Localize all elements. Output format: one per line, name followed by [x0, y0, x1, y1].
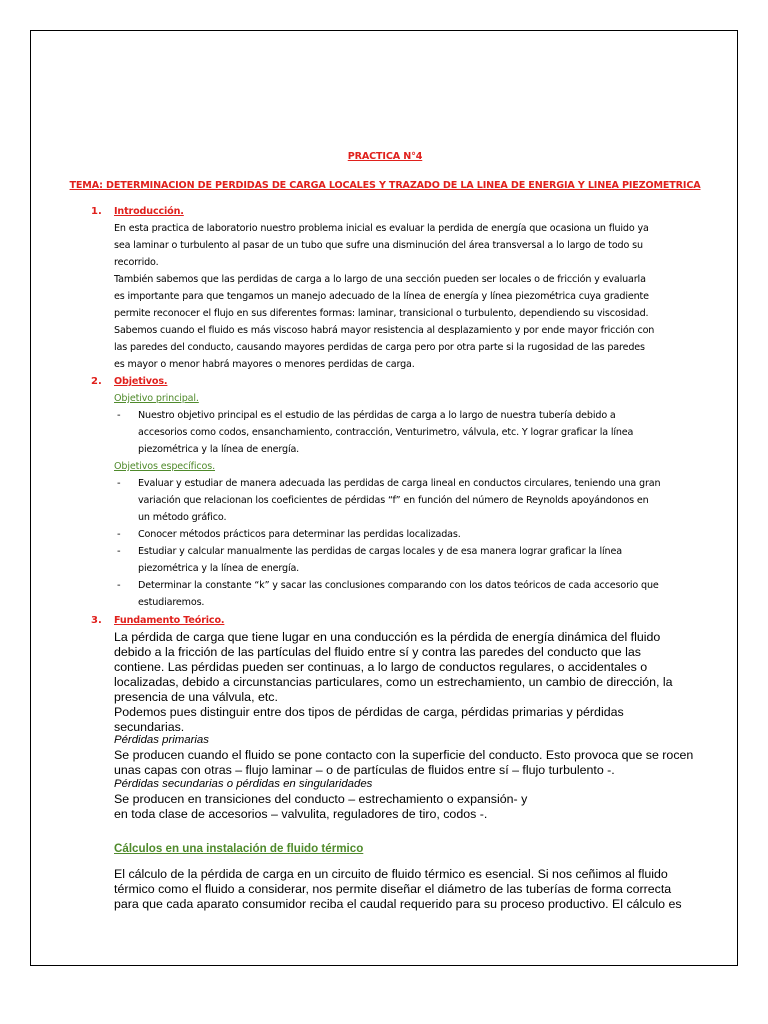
- document-topic: TEMA: DETERMINACION DE PERDIDAS DE CARGA LOCALES Y TRAZADO DE LA LINEA DE ENERGIA Y LINEA PIEZOMETRICA: [69, 180, 701, 191]
- intro-line-5: es importante para que tengamos un manejo adecuado de la línea de energía y línea piezométrica cuya gradiente: [114, 291, 649, 302]
- bullet-dash: -: [117, 410, 121, 421]
- intro-line-4: También sabemos que las perdidas de carga a lo largo de una sección pueden ser locales o de fricción y evaluarla: [114, 274, 646, 285]
- objectives-specific-heading: Objetivos específicos.: [114, 461, 215, 472]
- specific-1-line-2: variación que relacionan los coeficientes de pérdidas “f” en función del número de Reynolds apoyándonos en: [138, 495, 649, 506]
- primary-line-2: unas capas con otras – flujo laminar – o de partículas de fluidos entre sí – flujo turbulento -.: [114, 763, 615, 777]
- intro-line-9: es mayor o menor habrá mayores o menores perdidas de carga.: [114, 359, 415, 370]
- section-1-number: 1.: [91, 206, 102, 217]
- primary-losses-title: Pérdidas primarias: [114, 734, 209, 746]
- theory-line-7: secundarias.: [114, 720, 185, 734]
- secondary-line-1: Se producen en transiciones del conducto – estrechamiento o expansión- y: [114, 792, 528, 806]
- theory-line-3: contiene. Las pérdidas pueden ser continuas, a lo largo de conductos regulares, o accidentales o: [114, 660, 648, 674]
- bullet-dash: -: [117, 580, 121, 591]
- section-3-number: 3.: [91, 615, 102, 626]
- calc-line-2: térmico como el fluido a considerar, nos permite diseñar el diámetro de las tuberías de forma correcta: [114, 882, 672, 896]
- specific-3-line-1: Estudiar y calcular manualmente las perdidas de cargas locales y de esa manera lograr graficar la línea: [138, 546, 622, 557]
- intro-line-8: las paredes del conducto, causando mayores perdidas de carga pero por otra parte si la rugosidad de las paredes: [114, 342, 645, 353]
- theory-line-5: presencia de una válvula, etc.: [114, 690, 278, 704]
- objective-principal-heading: Objetivo principal.: [114, 393, 199, 404]
- principal-line-2: accesorios como codos, ensanchamiento, contracción, Venturimetro, válvula, etc. Y lograr graficar la línea: [138, 427, 634, 438]
- intro-line-1: En esta practica de laboratorio nuestro problema inicial es evaluar la perdida de energía que ocasiona un fluido ya: [114, 223, 649, 234]
- specific-3-line-2: piezométrica y la línea de energía.: [138, 563, 300, 574]
- document-page: [30, 30, 738, 966]
- bullet-dash: -: [117, 546, 121, 557]
- bullet-dash: -: [117, 529, 121, 540]
- calculations-heading: Cálculos en una instalación de fluido térmico: [114, 842, 364, 855]
- calc-line-1: El cálculo de la pérdida de carga en un circuito de fluido térmico es esencial. Si nos ceñimos al fluido: [114, 867, 668, 881]
- intro-line-6: permite reconocer el flujo en sus diferentes formas: laminar, transicional o turbulento, dependiendo su viscosidad.: [114, 308, 649, 319]
- intro-line-3: recorrido.: [114, 257, 159, 268]
- secondary-line-2: en toda clase de accesorios – valvulita, reguladores de tiro, codos -.: [114, 807, 488, 821]
- theory-line-2: debido a la fricción de las partículas del fluido entre sí y contra las paredes del conducto que las: [114, 645, 641, 659]
- specific-2-line-1: Conocer métodos prácticos para determinar las perdidas localizadas.: [138, 529, 461, 540]
- primary-line-1: Se producen cuando el fluido se pone contacto con la superficie del conducto. Esto provoca que se rocen: [114, 748, 694, 762]
- theory-line-6: Podemos pues distinguir entre dos tipos de pérdidas de carga, pérdidas primarias y pérdidas: [114, 705, 624, 719]
- specific-1-line-3: un método gráfico.: [138, 512, 227, 523]
- section-2-heading: Objetivos.: [114, 376, 168, 387]
- section-1-heading: Introducción.: [114, 206, 184, 217]
- secondary-losses-title: Pérdidas secundarias o pérdidas en singularidades: [114, 778, 373, 790]
- specific-1-line-1: Evaluar y estudiar de manera adecuada las perdidas de carga lineal en conductos circulares, teniendo una gran: [138, 478, 661, 489]
- theory-line-1: La pérdida de carga que tiene lugar en una conducción es la pérdida de energía dinámica del fluido: [114, 630, 661, 644]
- principal-line-3: piezométrica y la línea de energía.: [138, 444, 300, 455]
- section-2-number: 2.: [91, 376, 102, 387]
- section-3-heading: Fundamento Teórico.: [114, 615, 225, 626]
- intro-line-7: Sabemos cuando el fluido es más viscoso habrá mayor resistencia al desplazamiento y por ende mayor fricción con: [114, 325, 655, 336]
- intro-line-2: sea laminar o turbulento al pasar de un tubo que sufre una disminución del área transversal a lo largo de todo su: [114, 240, 643, 251]
- specific-4-line-2: estudiaremos.: [138, 597, 205, 608]
- document-title: PRACTICA N°4: [347, 151, 423, 162]
- principal-line-1: Nuestro objetivo principal es el estudio de las pérdidas de carga a lo largo de nuestra tubería debido a: [138, 410, 616, 421]
- specific-4-line-1: Determinar la constante “k” y sacar las conclusiones comparando con los datos teóricos de cada accesorio que: [138, 580, 659, 591]
- calc-line-3: para que cada aparato consumidor reciba el caudal requerido para su proceso productivo. El cálculo es: [114, 897, 682, 911]
- theory-line-4: localizadas, debido a circunstancias particulares, como un estrechamiento, un cambio de dirección, la: [114, 675, 673, 689]
- bullet-dash: -: [117, 478, 121, 489]
